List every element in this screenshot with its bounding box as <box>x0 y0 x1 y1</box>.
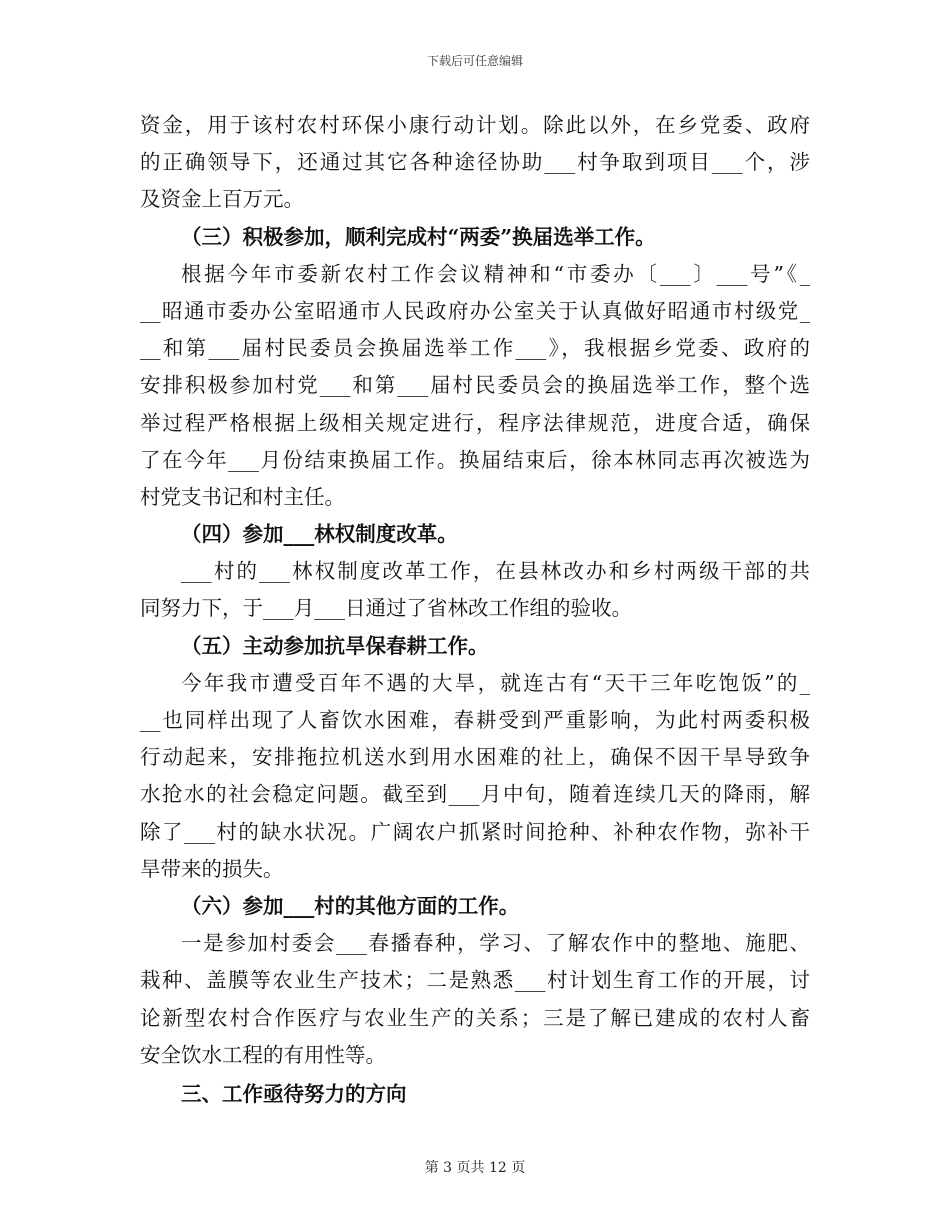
body-line: 同努力下，于___月___日通过了省林改工作组的验收。 <box>140 596 632 621</box>
section-heading-5: （五）主动参加抗旱保春耕工作。 <box>181 633 489 658</box>
body-line: __和第___届村民委员会换届选举工作___》，我根据乡党委、政府的 <box>140 336 810 361</box>
body-line: 的正确领导下，还通过其它各种途径协助___村争取到项目___个，涉 <box>140 150 810 175</box>
page-number: 第 3 页共 12 页 <box>424 1160 526 1176</box>
body-line: 了在今年___月份结束换届工作。换届结束后，徐本林同志再次被选为 <box>140 447 810 472</box>
body-line: 举过程严格根据上级相关规定进行，程序法律规范，进度合适，确保 <box>140 410 810 435</box>
body-line: ___村的___林权制度改革工作，在县林改办和乡村两级干部的共 <box>181 559 810 584</box>
body-line: 村党支书记和村主任。 <box>140 484 345 509</box>
body-line: 根据今年市委新农村工作会议精神和“市委办〔___〕___号”《_ <box>181 261 810 286</box>
body-line: 今年我市遭受百年不遇的大旱，就连古有“天干三年吃饱饭”的_ <box>181 670 810 695</box>
section-heading-3: （三）积极参加，顺利完成村“两委”换届选举工作。 <box>181 224 656 249</box>
body-line: 论新型农村合作医疗与农业生产的关系；三是了解已建成的农村人畜 <box>140 1005 810 1030</box>
body-line: __昭通市委办公室昭通市人民政府办公室关于认真做好昭通市村级党_ <box>140 298 810 323</box>
section-heading-6: （六）参加___村的其他方面的工作。 <box>181 893 520 918</box>
body-line: 安排积极参加村党___和第___届村民委员会的换届选举工作，整个选 <box>140 373 810 398</box>
body-line: __也同样出现了人畜饮水困难，春耕受到严重影响，为此村两委积极 <box>140 708 810 732</box>
body-line: 除了___村的缺水状况。广阔农户抓紧时间抢种、补种农作物，弥补干 <box>140 819 810 844</box>
body-line: 水抢水的社会稳定问题。截至到___月中旬，随着连续几天的降雨，解 <box>140 782 810 807</box>
body-line: 资金，用于该村农村环保小康行动计划。除此以外，在乡党委、政府 <box>140 113 810 137</box>
section-heading-4: （四）参加___林权制度改革。 <box>181 522 458 547</box>
page-header: 下载后可任意编辑 <box>426 54 523 68</box>
body-line: 安全饮水工程的有用性等。 <box>140 1042 386 1067</box>
chapter-heading: 三、工作亟待努力的方向 <box>181 1081 407 1106</box>
body-line: 栽种、盖膜等农业生产技术；二是熟悉___村计划生育工作的开展，讨 <box>140 968 810 993</box>
body-line: 旱带来的损失。 <box>140 856 284 881</box>
document-body <box>140 107 810 1113</box>
body-line: 及资金上百万元。 <box>140 187 304 212</box>
body-line: 一是参加村委会___春播春种，学习、了解农作中的整地、施肥、 <box>181 931 810 956</box>
body-line: 行动起来，安排拖拉机送水到用水困难的社上，确保不因干旱导致争 <box>140 745 810 770</box>
